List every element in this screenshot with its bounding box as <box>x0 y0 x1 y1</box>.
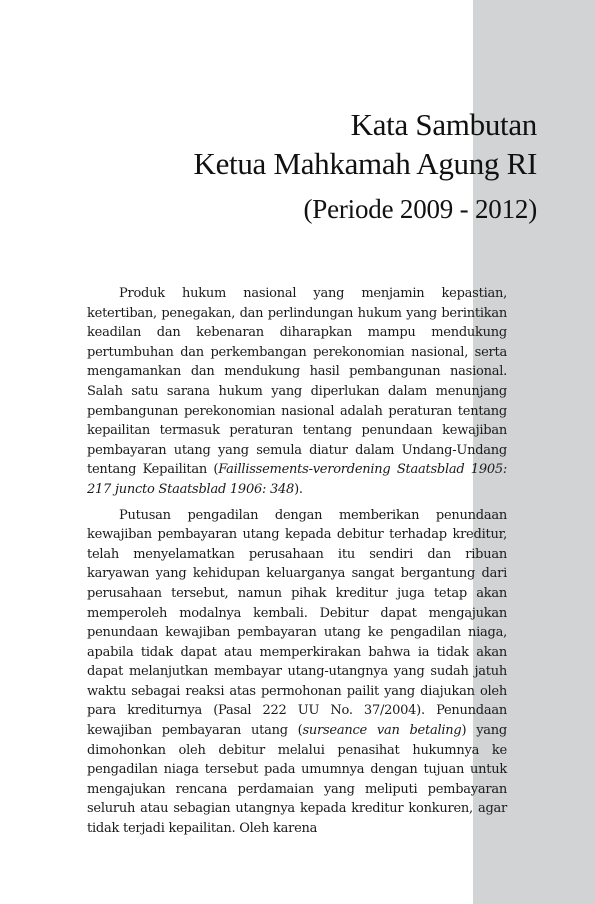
paragraph-1 <box>87 284 507 500</box>
paragraph-2-italic: surseance van betaling <box>302 723 462 739</box>
paragraph-2 <box>87 506 507 839</box>
title-period: (Periode 2009 - 2012) <box>303 194 537 224</box>
paragraph-1-end: ). <box>294 481 303 497</box>
body-text <box>87 284 507 839</box>
paragraph-2-end: ) yang dimohonkan oleh debitur melalui penasihat hukumnya ke pengadilan niaga tersebut pada umumnya dengan tujuan untuk mengajukan rencana perdamaian yang meliputi pembayaran seluruh atau sebagian utangnya kepada kreditur konkuren, agar tidak terjadi kepailitan. Oleh karena <box>87 723 507 837</box>
title-line-1: Kata Sambutan <box>350 107 537 142</box>
paragraph-1-italic: Faillissements-verordening Staatsblad 1905: 217 juncto Staatsblad 1906: 348 <box>87 462 508 497</box>
title-line-2: Ketua Mahkamah Agung RI <box>193 146 537 181</box>
paragraph-1-text: Produk hukum nasional yang menjamin kepastian, ketertiban, penegakan, dan perlindungan hukum yang berintikan keadilan dan kebenaran diharapkan mampu mendukung pertumbuhan dan perkembangan perekonomian nasional, serta mengamankan dan mendukung hasil pembangunan nasional. Salah satu sarana hukum yang diperlukan dalam menunjang pembangunan perekonomian nasional adalah peraturan tentang kepailitan termasuk peraturan tentang penundaan kewajiban pembayaran utang yang semula diatur dalam Undang-Undang tentang Kepailitan ( <box>87 286 507 478</box>
paragraph-2-text: Putusan pengadilan dengan memberikan penundaan kewajiban pembayaran utang kepada debitur terhadap kreditur, telah menyelamatkan perusahaan itu sendiri dan ribuan karyawan yang kehidupan keluarganya sangat bergantung dari perusahaan tersebut, namun pihak kreditur juga tetap akan memperoleh modalnya kembali. Debitur dapat mengajukan penundaan kewajiban pembayaran utang ke pengadilan niaga, apabila tidak dapat atau memperkirakan bahwa ia tidak akan dapat melanjutkan membayar utang-utangnya yang sudah jatuh waktu sebagai reaksi atas permohonan pailit yang diajukan oleh para krediturnya (Pasal 222 UU No. 37/2004). Penundaan kewajiban pembayaran utang ( <box>87 507 507 739</box>
page-title-block <box>193 106 537 232</box>
